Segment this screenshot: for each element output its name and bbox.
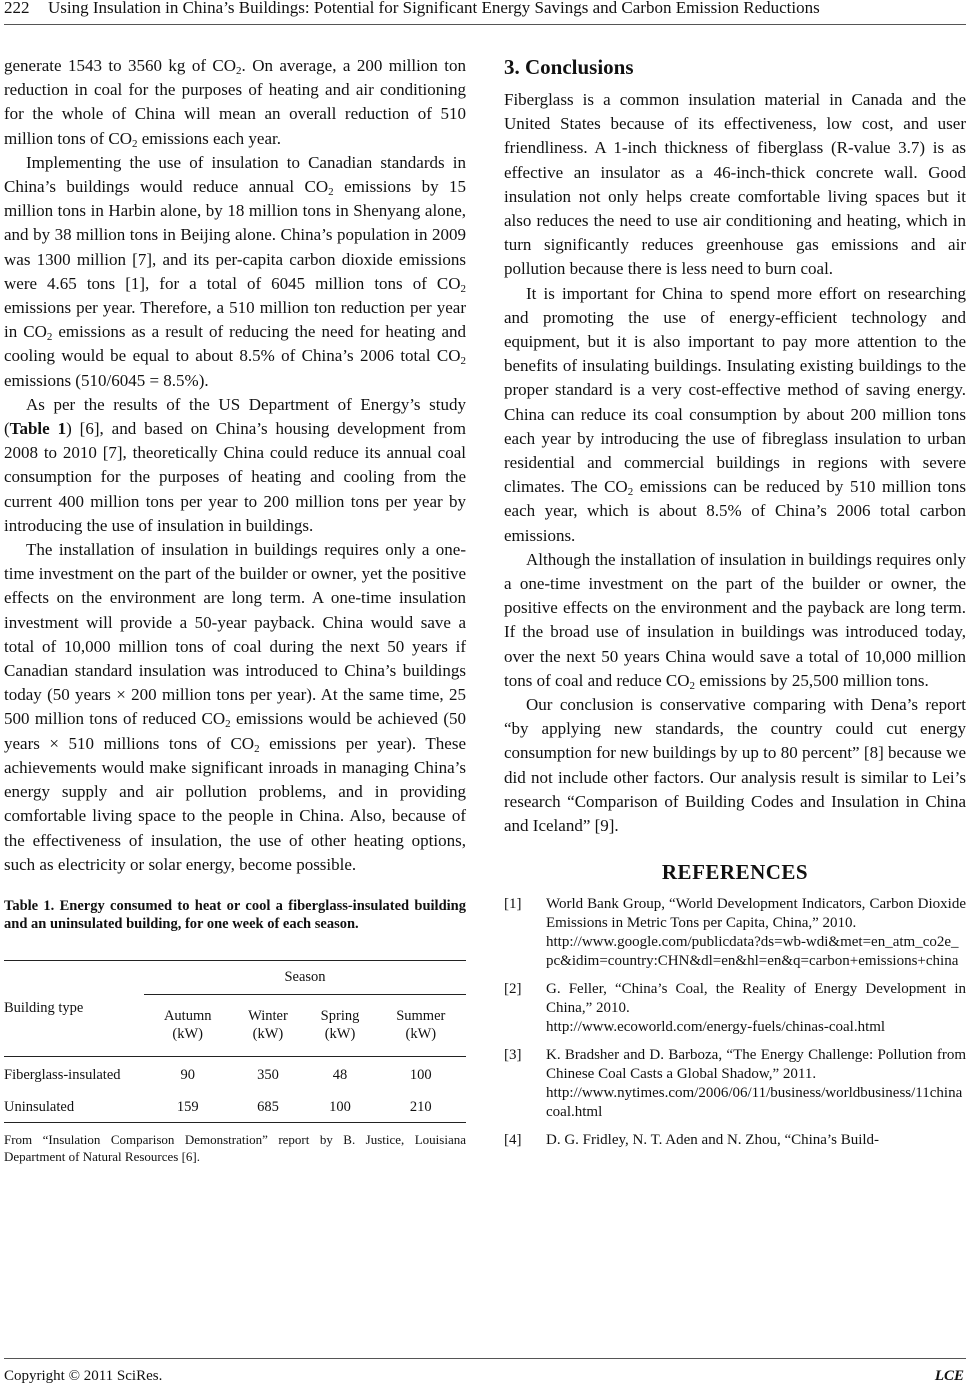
table-col-spring: Spring (kW) [304, 994, 375, 1056]
energy-table [4, 960, 466, 1123]
footer-rule [4, 1358, 966, 1359]
header-rule [4, 24, 966, 25]
paragraph: Fiberglass is a common insulation material in Canada and the United States because of its effectiveness, low cost, and user friendliness. A 1-inch thickness of fiberglass (R-value 3.7) is as effective an insulator as a 46-inch-thick concrete wall. Good insulation not only helps create comfortable living spaces but it also reduces the need to use air conditioning and heating, which in turn significantly reduces greenhouse gas emissions and air pollution because there is less need to burn coal. [504, 90, 966, 279]
table-note: From “Insulation Comparison Demonstration” report by B. Justice, Louisiana Department of Natural Resources [6]. [4, 1131, 466, 1164]
table-row: Uninsulated 159 685 100 210 [4, 1092, 466, 1122]
right-column [504, 54, 966, 1159]
paragraph: generate 1543 to 3560 kg of $CO_2$. On average, a 200 million ton reduction in coal for the purposes of heating and air conditioning for the whole of China will mean an overall reduction of 510 million tons of $CO_2$ emissions each year. [4, 56, 466, 150]
reference-item: [2] G. Feller, “China’s Coal, the Reality of Energy Development in China,” 2010. http://www.ecoworld.com/energy-fuels/chinas-coal.html [504, 980, 966, 1035]
table-col-winter: Winter (kW) [231, 994, 304, 1056]
page-number: 222 [4, 0, 30, 17]
paragraph: The installation of insulation in buildings requires only a one-time investment on the part of the builder or owner, yet the positive effects on the environment are long term. A one-time insulation investment will provide a 50-year payback. China would save a total of 10,000 million tons of coal during the next 50 years if Canadian standard insulation was introduced to China’s buildings today (50 years × 200 million tons per year). At the same time, 25 500 million tons of reduced $CO_2$ emissions would be achieved (50 years × 510 millions tons of $CO_2$ emissions per year). These achievements would make significant inroads in managing China’s energy supply and air pollution problems, and in providing comfortable living space to the people in China. Also, because of the effectiveness of insulation, the use of other heating options, such as electricity or solar energy, become possible. [4, 540, 466, 874]
reference-url[interactable]: http://www.google.com/publicdata?ds=wb-wdi&met=en_atm_co2e_pc&idim=country:CHN&dl=en&hl=en&q=carbon+emissions+china [546, 933, 959, 969]
table-caption: Table 1. Energy consumed to heat or cool a fiberglass-insulated building and an uninsulated building, for one week of each season. [4, 897, 466, 933]
page-footer [0, 1352, 970, 1388]
section-heading: 3. Conclusions [504, 55, 634, 79]
reference-url[interactable]: http://www.ecoworld.com/energy-fuels/chinas-coal.html [546, 1018, 886, 1035]
left-column [4, 54, 466, 1165]
references-heading: REFERENCES [661, 860, 809, 885]
journal-name: LCE [934, 1368, 964, 1384]
table-col-summer: Summer (kW) [376, 994, 466, 1056]
paragraph: Although the installation of insulation in buildings requires only a one-time investment on the part of the builder or owner, the positive effects on the environment and the payback are long term. If the broad use of insulation in buildings was introduced today, over the next 50 years China would save a total of 10,000 million tons of coal and reduce $CO_2$ emissions by 25,500 million tons. [504, 549, 966, 692]
paragraph: As per the results of the US Department of Energy’s study (Table 1) [6], and based on China’s housing development from 2008 to 2010 [7], theoretically China could reduce its annual coal consumption for the purposes of heating and cooling from the current 400 million tons per year to 200 million tons per year by introducing the use of insulation in buildings. [4, 394, 466, 535]
table-row: Fiberglass-insulated 90 350 48 100 [4, 1066, 432, 1083]
paragraph: Implementing the use of insulation to Canadian standards in China’s buildings would reduce annual $CO_2$ emissions by 15 million tons in Harbin alone, by 18 million tons in Shenyang alone, and by 38 million tons in Beijing alone. China’s population in 2009 was 1300 million [7], and its per-capita carbon dioxide emissions were 4.65 tons [1], for a total of 6045 million tons of $CO_2$ emissions per year. Therefore, a 510 million ton reduction per year in $CO_2$ emissions as a result of reducing the need for heating and cooling would be equal to about 8.5% of China’s 2006 total $CO_2$ emissions (510/6045 = 8.5%). [4, 152, 467, 390]
paragraph: Our conclusion is conservative comparing with Dena’s report “by applying new standards, the country could cut energy consumption for new buildings by up to 80 percent” [8] because we did not include other factors. Our analysis result is similar to Lei’s research “Comparison of Building Codes and Insulation in China and Iceland” [9]. [504, 695, 966, 836]
copyright: Copyright © 2011 SciRes. [4, 1368, 163, 1384]
reference-url[interactable]: http://www.nytimes.com/2006/06/11/business/worldbusiness/11chinacoal.html [546, 1084, 963, 1120]
paragraph: It is important for China to spend more effort on researching and promoting the use of energy-efficient technology and equipment, but it is also important to pay more attention to the benefits of insulating buildings. Insulating existing buildings to the proper standard is a very cost-effective method of saving energy. China can reduce its coal consumption by about 200 million tons each year by introducing the use of fibreglass insulation to urban residential and commercial buildings in regions with severe climates. The $CO_2$ emissions can be reduced by 510 million tons each year, which is about 8.5% of China’s 2006 total carbon emissions. [504, 283, 966, 545]
table-header-season: Season [144, 960, 466, 994]
reference-item: [4] D. G. Fridley, N. T. Aden and N. Zhou, “China’s Build- [504, 1131, 880, 1148]
table-reference: Table 1 [9, 419, 67, 439]
page-header [0, 0, 970, 28]
table-col-autumn: Autumn (kW) [144, 994, 231, 1056]
reference-item: [3] K. Bradsher and D. Barboza, “The Energy Challenge: Pollution from Chinese Coal Casts a Global Shadow,” 2011. http://www.nytimes.com/2006/06/11/business/worldbusiness/11chinacoal.html [504, 1046, 966, 1120]
table-header-building-type: Building type [4, 960, 144, 1056]
running-title: Using Insulation in China’s Buildings: Potential for Significant Energy Savings and Carbon Emission Reductions [48, 0, 820, 17]
reference-item: [1] World Bank Group, “World Development Indicators, Carbon Dioxide Emissions in Metric Tons per Capita, China,” 2010. http://www.google.com/publicdata?ds=wb-wdi&met=en_atm_co2e_pc&idim=country:CHN&dl=en&hl=en&q=carbon+emissions+china [504, 895, 966, 969]
